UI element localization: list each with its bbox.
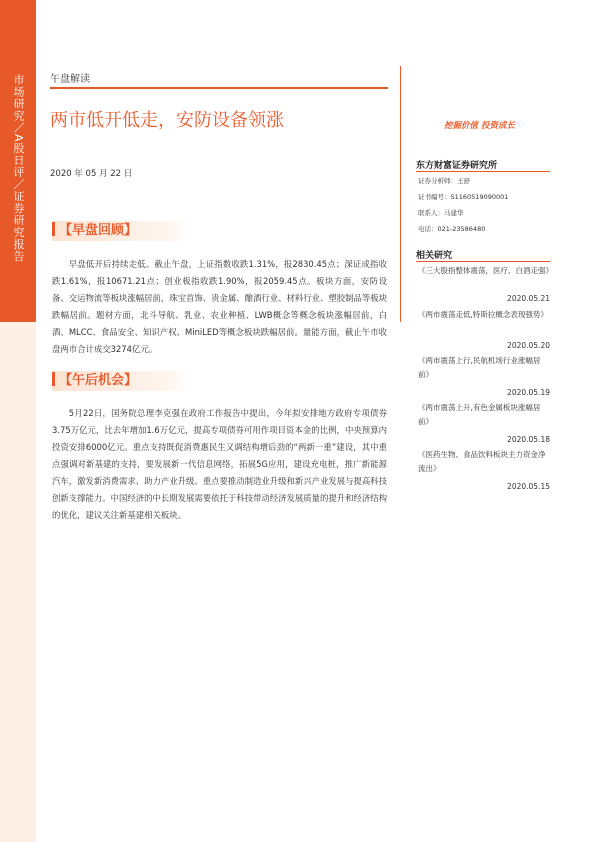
related-item-title[interactable]: 《三大股指整体震荡，医疗、白酒走强》 [418, 266, 553, 275]
report-type-label: 午盘解读 [50, 74, 90, 85]
related-item-date: 2020.05.20 [507, 341, 550, 350]
related-item-date: 2020.05.19 [507, 388, 550, 397]
related-research-divider [416, 261, 550, 262]
report-date: 2020 年 05 月 22 日 [50, 169, 133, 179]
slogan: 挖掘价值 投资成长 [444, 121, 515, 131]
phone-number: 电话：021-23586480 [418, 225, 486, 233]
related-item-title[interactable]: 《两市震荡上行,民航机场行业涨幅居前》 [418, 356, 541, 379]
related-research-title: 相关研究 [416, 251, 453, 261]
certificate-number: 证书编号：S1160519090001 [418, 193, 509, 201]
analyst-name: 证券分析师：王舒 [418, 177, 470, 185]
institute-name: 东方财富证券研究所 [416, 161, 498, 171]
sidebar-label: 市场研究／A股日评／证券研究报告 [12, 74, 25, 263]
section-heading-morning-review [52, 221, 190, 241]
section-heading-text: 【午后机会】 [59, 373, 138, 388]
institute-divider [416, 171, 550, 172]
section-body-morning-review: 早盘低开后持续走低。截止午盘，上证指数收跌1.31%，报2830.45点；深证成指收跌1.61%，报10671.21点；创业板指收跌1.90%，报2059.45点。板块方面，安防设备、交运物流等板块涨幅居前，珠宝首饰、贵金属、酿酒行业、材料行业、塑胶制品等板块跌幅居前。题材方面，北斗导航、乳业、农业种植、LWB概念等概念板块涨幅居前，白酒、MLCC、食品安全、知识产权、MiniLED等概念板块跌幅居前。量能方面，截止午市收盘两市合计成交3274亿元。 [52, 259, 387, 354]
related-item-date: 2020.05.15 [507, 482, 550, 491]
contact-person: 联系人：马建华 [418, 209, 464, 217]
heading-accent-bar [52, 372, 55, 386]
heading-accent-bar [52, 222, 55, 236]
header-divider [50, 87, 388, 89]
related-item-date: 2020.05.21 [507, 294, 550, 303]
related-item-title[interactable]: 《两市震荡上升,有色金属板块涨幅居前》 [418, 403, 541, 426]
section-body-afternoon-opportunity: 5月22日，国务院总理李克强在政府工作报告中提出，今年拟安排地方政府专项债券3.75万亿元，比去年增加1.6万亿元，提高专项债券可用作项目资本金的比例，中央预算内投资安排6000亿元。重点支持既促消费惠民生又调结构增后劲的“两新一重”建设，其中重点强调对新基建的支持，要发展新一代信息网络，拓展5G应用，建设充电桩，推广新能源汽车，激发新消费需求、助力产业升级。重点要推动制造业升级和新兴产业发展与提高科技创新支撑能力。中国经济的中长期发展需要依托于科技带动经济发展质量的提升和经济结构的优化，建议关注新基建相关板块。 [52, 408, 387, 520]
page-title: 两市低开低走，安防设备领涨 [50, 110, 284, 131]
related-item-title[interactable]: 《两市震荡走低,特斯拉概念表现强势》 [418, 310, 548, 319]
section-heading-afternoon-opportunity [52, 371, 190, 391]
related-item-title[interactable]: 《医药生物、食品饮料板块主力资金净流出》 [418, 450, 546, 473]
column-divider [400, 66, 401, 322]
section-heading-text: 【早盘回顾】 [59, 223, 138, 238]
related-item-date: 2020.05.18 [507, 435, 550, 444]
